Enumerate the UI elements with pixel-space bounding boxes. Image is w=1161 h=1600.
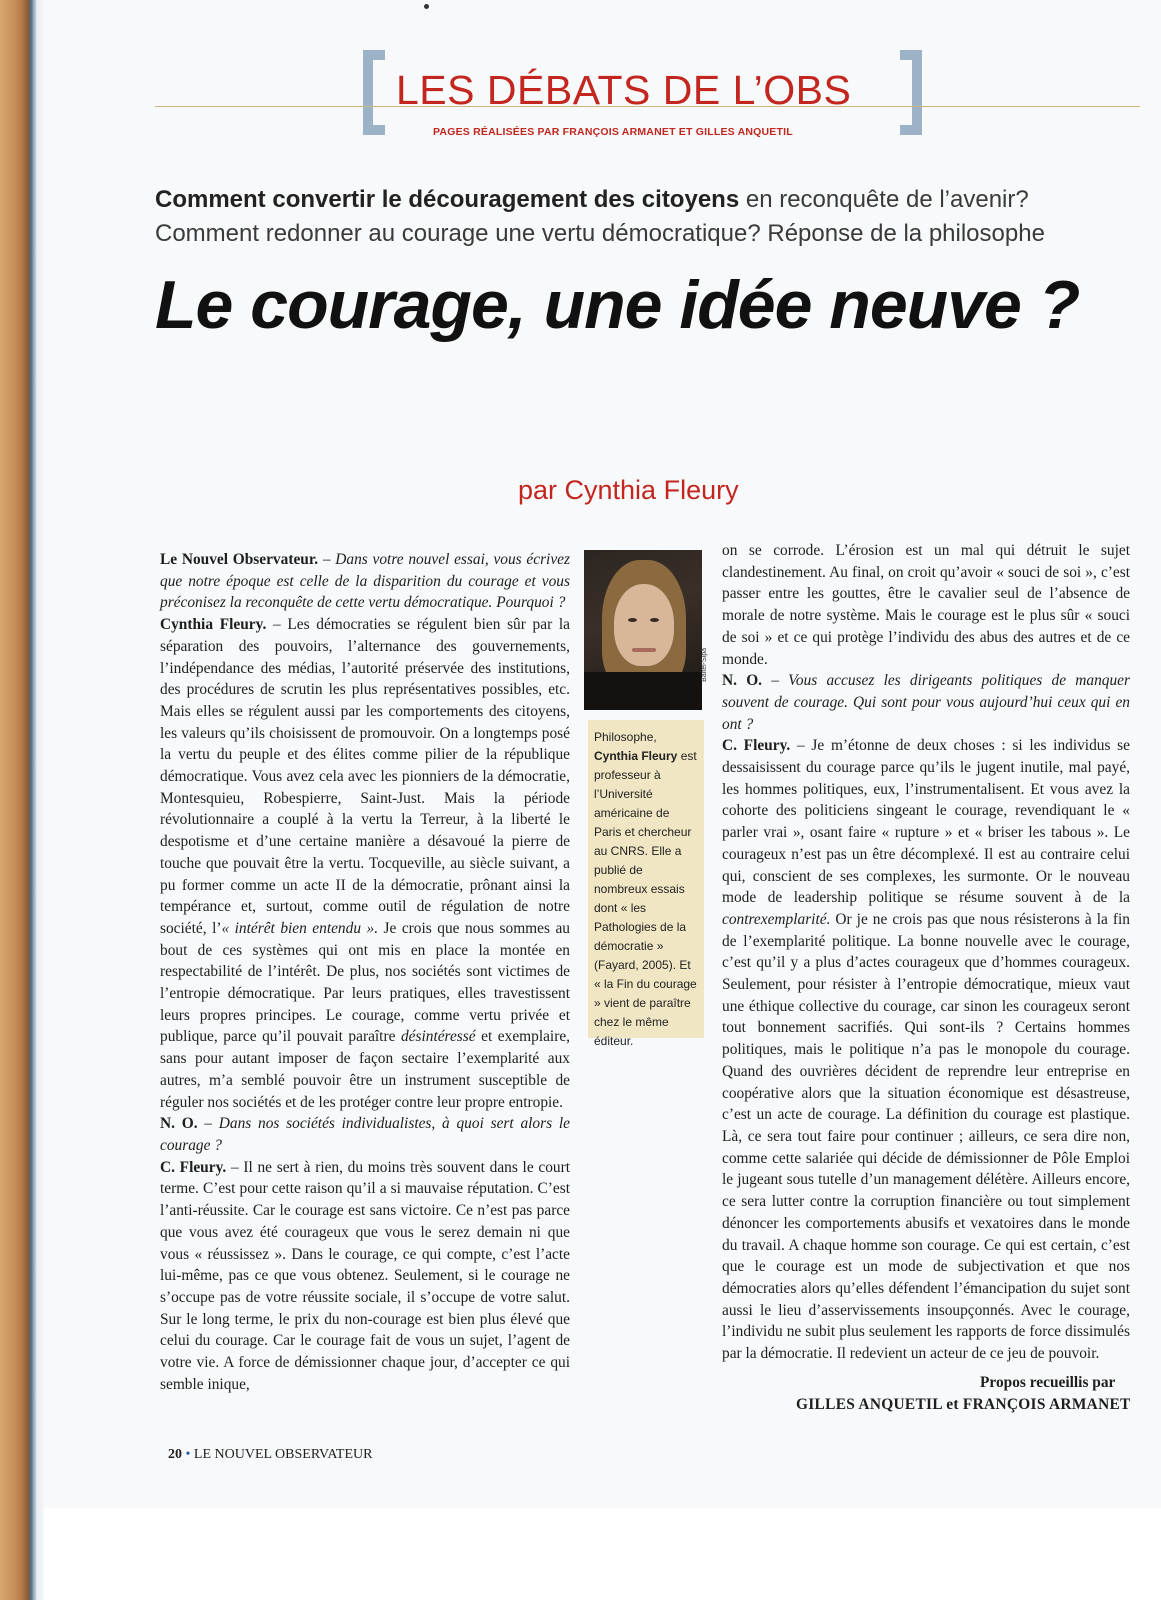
answer-text: et exemplaire, sans pour autant imposer de façon sectaire l’exemplarité aux autres, m’a semblé pouvoir être un instrument susceptible de réguler nos sociétés et de les protéger contre leur propre entropie. (160, 1028, 571, 1111)
question-2 (160, 1113, 570, 1156)
deck-line-1-rest: en reconquête de l’avenir? (739, 186, 1029, 213)
photo-mouth (632, 648, 656, 652)
question-3 (722, 670, 1130, 735)
answer-text: on se corrode. L’érosion est un mal qui détruit le sujet clandestinement. Au final, on croit qu’avoir « souci de soi », c’est passer entre les gouttes, être le cavalier seul de l’absence de morale de notre système. Mais le courage est le plus sûr « souci de soi » et ce qui protège l’individu des abus des autres et de ce monde. (722, 542, 1130, 668)
speaker: N. O. (160, 1115, 198, 1133)
publication-name: LE NOUVEL OBSERVATEUR (193, 1447, 373, 1462)
column-3 (722, 540, 1130, 1365)
author-photo (584, 550, 702, 710)
question-text: – Dans votre nouvel essai, vous écrivez que notre époque est celle de la disparition du courage et vous préconisez la reconquête de cette vertu démocratique. Pourquoi ? (160, 551, 570, 612)
deck-line-2: Comment redonner au courage une vertu démocratique? Réponse de la philosophe (155, 220, 1045, 247)
speaker: C. Fleury. (722, 737, 791, 755)
answer-italic: contrexemplarité. (722, 910, 831, 928)
photo-eye (650, 618, 659, 622)
answer-1 (160, 614, 570, 1113)
answer-italic: désintéressé (400, 1028, 476, 1046)
answer-2-continued (722, 540, 1130, 670)
column-1 (160, 549, 570, 1395)
print-mark (424, 4, 429, 9)
answer-3 (722, 735, 1130, 1364)
signature-line-1: Propos recueillis par (980, 1374, 1116, 1391)
answer-text: Or je ne crois pas que nous résisterons à la fin de l’exemplarité politique. La bonne nouvelle avec le courage, c’est qu’il y a plus d’actes courageux que d’hommes courageux. Seulement, pour résister à l’entropie démocratique, mieux vaut une éthique collective du courage, car sinon les courageux seront tout bonnement sacrifiés. Qui sont-ils ? Certains hommes politiques, mais le politique n’a pas le monopole du courage. Quand des ouvrières décident de reprendre leur entreprise en coopérative alors que la situation économique est désastreuse, c’est un acte de courage. La définition du courage est plastique. Là, ce sera tout faire pour continuer ; ailleurs, ce sera dire non, comme cette salariée qui décide de démissionner de Pôle Emploi le jugeant sous tutelle d’un management délétère. Ailleurs encore, ce sera lutter contre la corruption financière ou tout simplement dénoncer les comportements abusifs et vexatoires dans le monde du travail. A chaque homme son courage. Ce qui est certain, c’est que le courage est un mode de subjectivation et que nos démocraties alors qu’elles défendent l’émancipation du sujet sont aussi le lieu d’asservissements insoupçonnés. Avec le courage, l’individu ne subit plus seulement les rapports de force dissimulés par la démocratie. Il redevient un acteur de ce jeu de pouvoir. (722, 910, 1130, 1363)
answer-italic: « intérêt bien entendu ». (221, 919, 379, 937)
answer-2 (160, 1157, 570, 1396)
signature-line-2: GILLES ANQUETIL et FRANÇOIS ARMANET (796, 1396, 1131, 1413)
caption-text: est professeur à l’Université américaine de Paris et chercheur au CNRS. Elle a publié de nombreux essais dont « les Pathologies de la démocratie » (Fayard, 2005). Et « la Fin du courage » vient de paraître chez le même éditeur. (594, 749, 697, 1048)
headline: Le courage, une idée neuve ? (155, 267, 1080, 343)
footer-bullet: • (185, 1447, 191, 1462)
deck-line-1 (155, 183, 1135, 217)
speaker: Cynthia Fleury. (160, 616, 267, 634)
photo-credit: Baltel-Sipa (701, 648, 708, 682)
photo-body (584, 672, 702, 710)
page-footer (168, 1447, 372, 1463)
page-bottom-margin (44, 1508, 1161, 1600)
caption-intro: Philosophe, (594, 730, 657, 744)
right-bracket (900, 50, 922, 135)
deck (155, 183, 1135, 251)
magazine-spine (0, 0, 44, 1600)
answer-text: – Il ne sert à rien, du moins très souvent dans le court terme. C’est pour cette raison qu’il a si mauvaise réputation. C’est l’anti-réussite. Car le courage est sans victoire. Ce n’est pas parce que vous avez été courageux que vous le serez demain ni que vous « réussissez ». Dans le courage, ce qui compte, c’est l’acte lui-même, pas ce que vous obtenez. Seulement, si le courage ne s’occupe pas de votre réussite sociale, il s’occupe de votre salut. Sur le long terme, le prix du non-courage est bien plus élevé que celui du courage. Car le courage fait de vous un sujet, l’agent de votre vie. A force de démissionner chaque jour, d’accepter ce qui semble inique, (160, 1158, 570, 1393)
photo-eye (628, 618, 637, 622)
left-bracket (363, 50, 385, 135)
author-caption (588, 720, 704, 1048)
section-title: LES DÉBATS DE L’OBS (396, 67, 852, 113)
question-text: – Vous accusez les dirigeants politiques de manquer souvent de courage. Qui sont pour vous aujourd’hui ceux qui en ont ? (722, 672, 1130, 733)
byline: par Cynthia Fleury (518, 475, 739, 505)
deck-line-1-bold: Comment convertir le découragement des citoyens (155, 186, 740, 213)
question-text: – Dans nos sociétés individualistes, à quoi sert alors le courage ? (160, 1115, 570, 1154)
pages-credit: PAGES RÉALISÉES PAR FRANÇOIS ARMANET ET GILLES ANQUETIL (433, 126, 793, 138)
answer-text: – Je m’étonne de deux choses : si les individus se dessaisissent du courage parce qu’ils le jugent inutile, mal payé, les hommes politiques, eux, l’instrumentalisent. Et vous avez la cohorte des politiciens singeant le courage, revendiquant le « parler vrai », osant faire « rupture » et « briser les tabous ». Le courageux n’est pas un être décomplexé. Il est au contraire celui qui, conscient de ses complexes, les surmonte. Or le nouveau mode de leadership politique se résume souvent à de la (722, 737, 1130, 907)
speaker: Le Nouvel Observateur. (160, 551, 319, 568)
question-1 (160, 549, 570, 614)
photo-face (614, 584, 674, 666)
answer-text: Je crois que nous sommes au bout de ces systèmes qui ont mis en place la montée en respectabilité de l’intérêt. De plus, nos sociétés sont victimes de l’entropie démocratique. Par leurs pratiques, elles travestissent leurs propres principes. Le courage, comme vertu privée et publique, parce qu’il pouvait paraître (160, 919, 570, 1046)
page-number: 20 (168, 1447, 182, 1462)
answer-text: – Les démocraties se régulent bien sûr par la séparation des pouvoirs, l’alternance des gouvernements, l’indépendance des médias, l’autorité préservée des institutions, des procédures de scrutin les plus représentatives possibles, etc. Mais elles se régulent aussi par les comportements des citoyens, les valeurs qu’ils choisissent de promouvoir. On a longtemps posé la vertu du peuple et des élites comme pilier de la république démocratique. Vous avez cela avec les pionniers de la démocratie, Montesquieu, Robespierre, Saint-Just. Mais la période révolutionnaire a couplé à la vertu la Terreur, à la liberté le despotisme et d’une certaine manière a désavoué la pierre de touche que pouvait être la vertu. Tocqueville, au siècle suivant, a pu former comme un acte II de la démocratie, prônant ainsi la tempérance et, surtout, comme outil de régulation de notre société, l’ (160, 616, 570, 937)
speaker: C. Fleury. (160, 1158, 227, 1176)
speaker: N. O. (722, 672, 763, 690)
caption-name: Cynthia Fleury (594, 749, 678, 763)
